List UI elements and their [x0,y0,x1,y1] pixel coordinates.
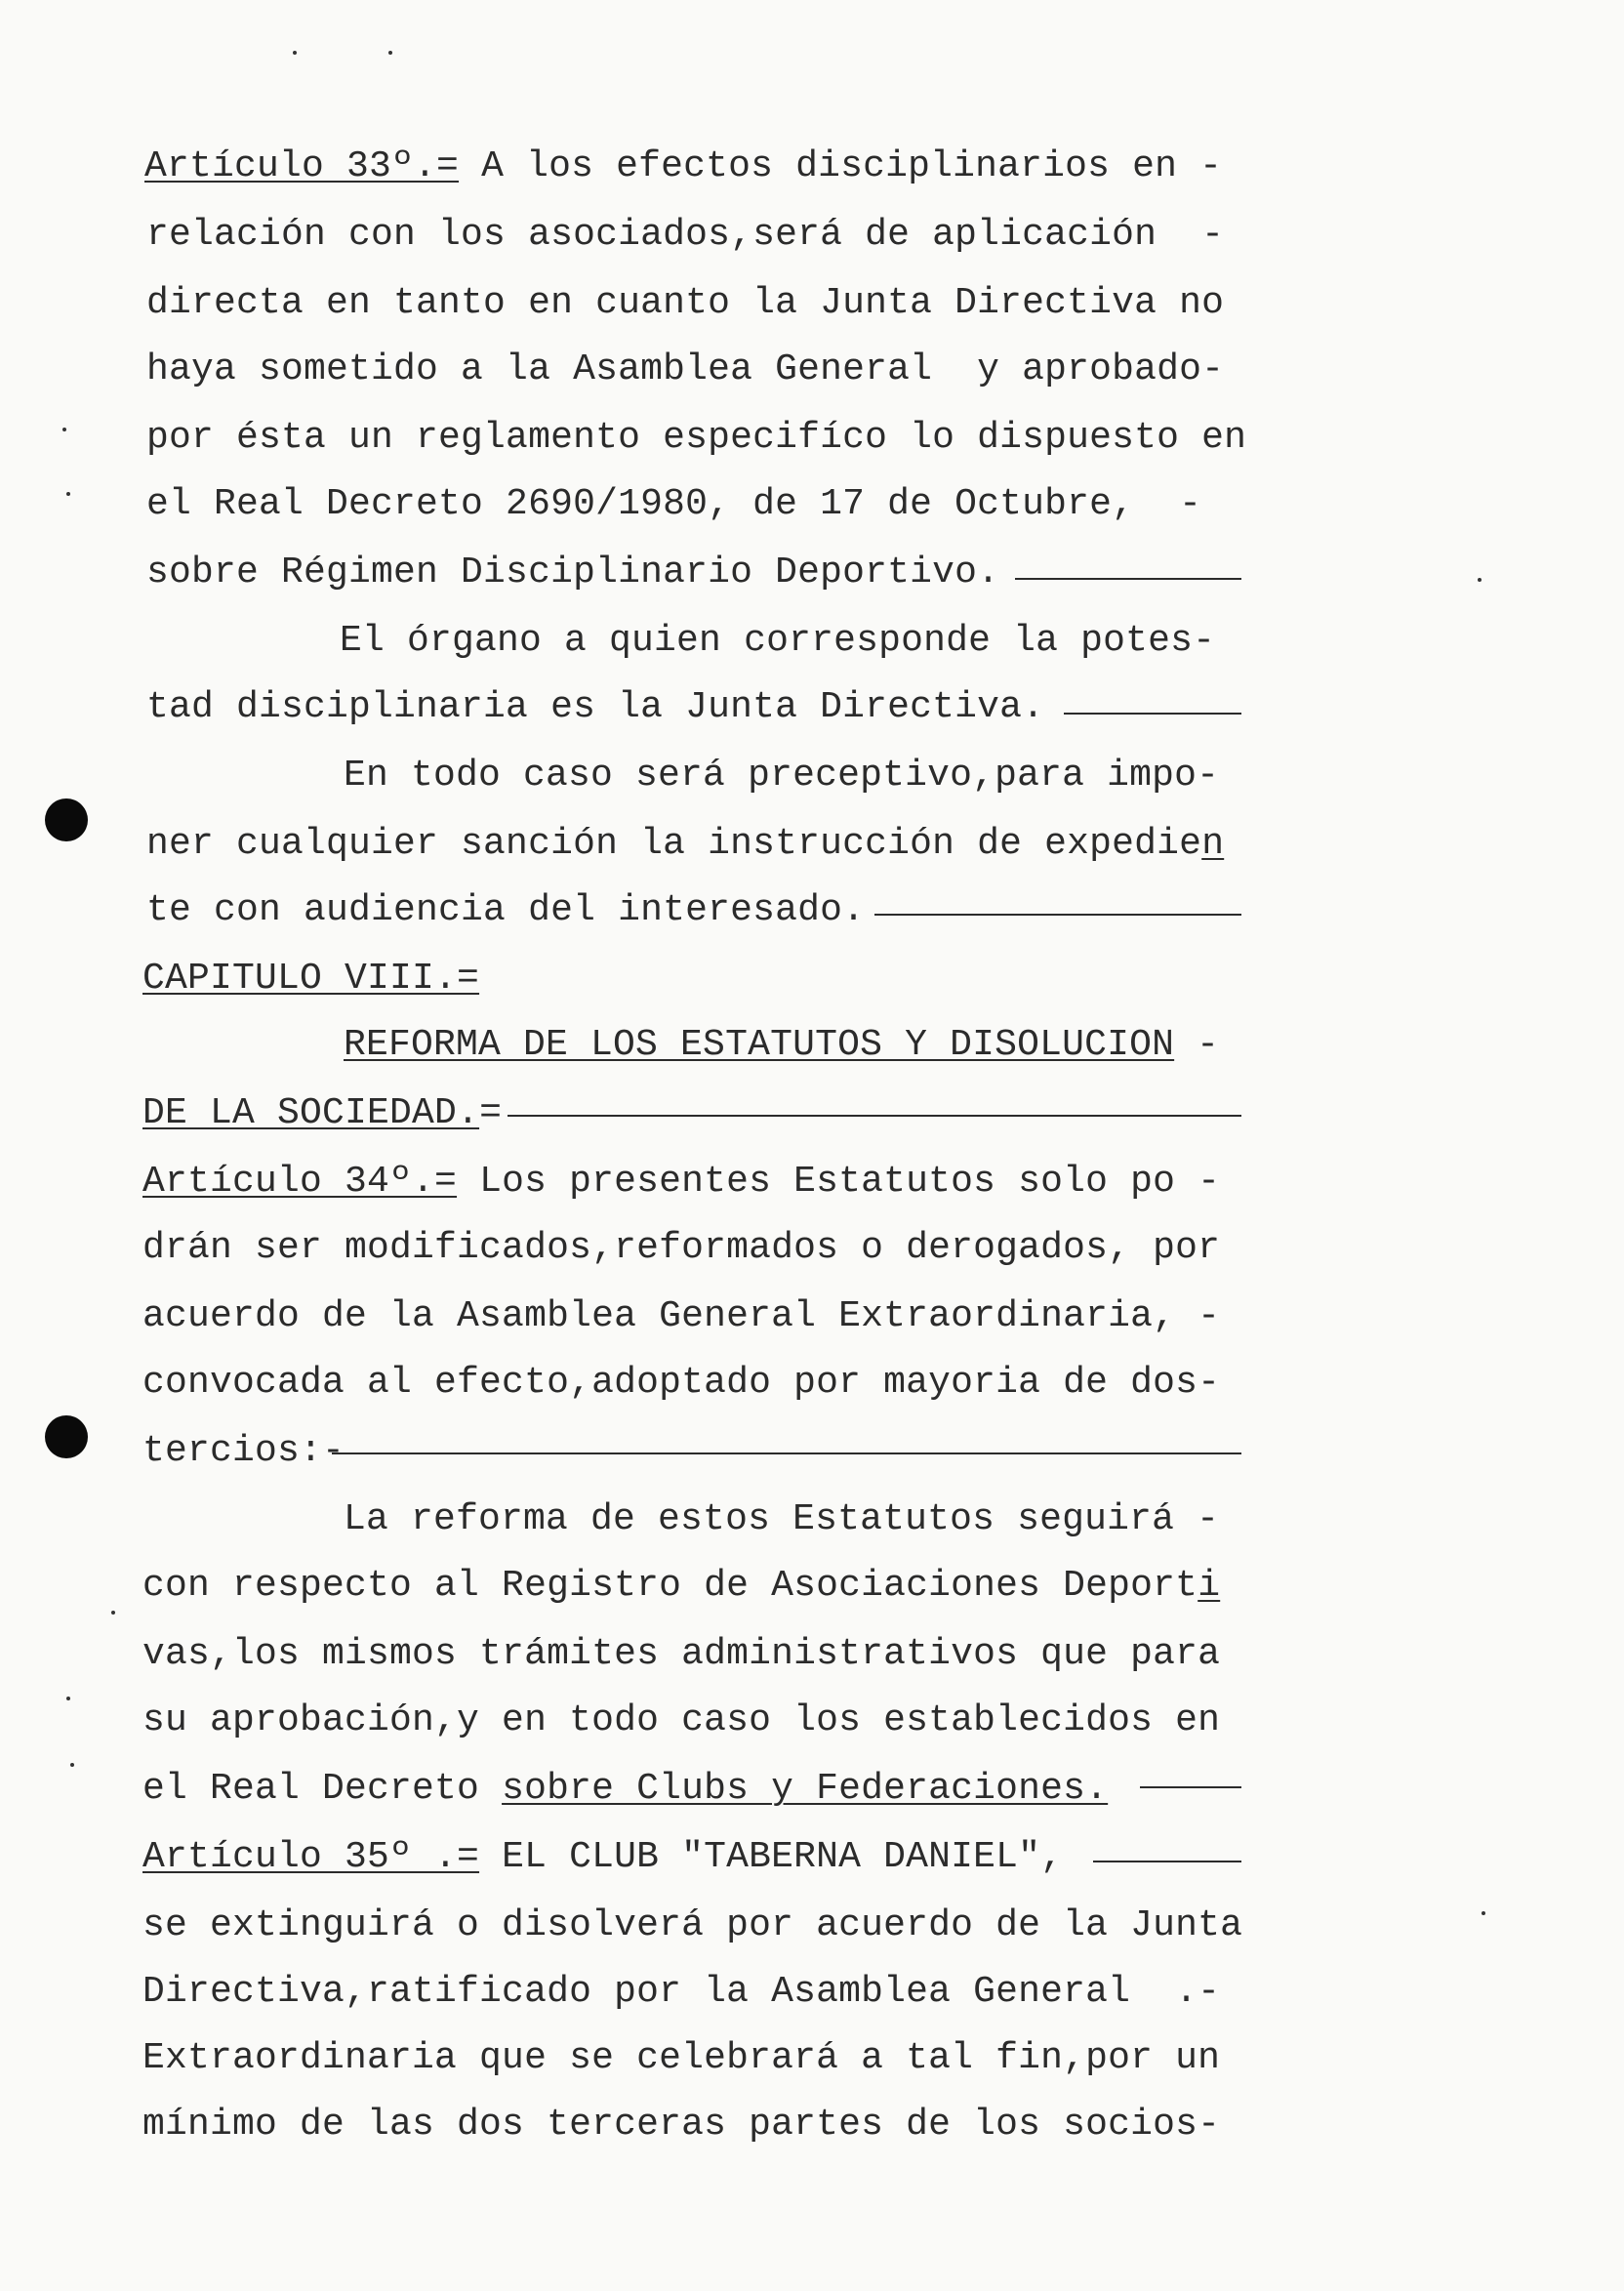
line-text: A los efectos disciplinarios en - [459,145,1223,187]
text-line [142,1429,345,1474]
speck [66,1697,70,1700]
speck [1478,578,1482,582]
text-line [146,482,1201,527]
fill-dash [874,914,1241,916]
speck [62,428,66,431]
line-text: convocada al efecto,adoptado por mayoria de dos- [142,1362,1221,1404]
text-line [144,144,1222,189]
speck [1482,1911,1485,1915]
text-line [142,1564,1220,1609]
line-text: - [1174,1024,1220,1066]
line-text: El órgano a quien corresponde la potes- [340,620,1216,662]
underlined-text: Artículo 35º .= [142,1836,480,1878]
line-text: EL CLUB "TABERNA DANIEL", [479,1836,1064,1878]
text-line [146,281,1224,326]
text-line [146,416,1246,461]
underlined-text: Artículo 34º.= [142,1161,458,1203]
line-text: el Real Decreto 2690/1980, de 17 de Octubre, - [146,483,1202,525]
text-line [142,1767,1108,1812]
text-line [344,1023,1219,1068]
fill-dash [1064,713,1241,715]
fill-dash [1140,1786,1241,1788]
text-line [142,1160,1220,1205]
line-text: haya sometido a la Asamblea General y aprobado- [146,348,1225,390]
text-line [142,2103,1220,2148]
text-line [146,822,1224,867]
text-line [340,619,1215,664]
text-line [142,1632,1220,1677]
line-text: = [479,1092,503,1134]
text-line [142,1903,1242,1948]
fill-dash [332,1452,1241,1454]
text-line [142,1361,1220,1406]
text-line [344,754,1219,798]
line-text: Directiva,ratificado por la Asamblea General .- [142,1971,1221,2013]
line-text: tercios:- [142,1430,345,1472]
line-text: sobre Régimen Disciplinario Deportivo. [146,552,1000,593]
punch-hole-bottom [45,1415,88,1458]
line-text: relación con los asociados,será de aplicación - [146,214,1225,256]
text-line [146,888,865,933]
text-line [146,348,1224,392]
line-text: La reforma de estos Estatutos seguirá - [344,1498,1220,1540]
speck [111,1611,115,1615]
line-text: Extraordinaria que se celebrará a tal fin,por un [142,2037,1221,2079]
text-line [146,685,1044,730]
line-text: mínimo de las dos terceras partes de los socios- [142,2104,1221,2146]
underlined-text: sobre Clubs y Federaciones. [502,1768,1109,1810]
line-text: se extinguirá o disolverá por acuerdo de la Junta [142,1904,1243,1946]
text-line [146,551,999,595]
text-line [142,1226,1220,1271]
line-text: acuerdo de la Asamblea General Extraordinaria, - [142,1295,1221,1337]
line-text: tad disciplinaria es la Junta Directiva. [146,686,1045,728]
line-text: ner cualquier sanción la instrucción de expedie [146,823,1202,865]
underlined-text: CAPITULO VIII.= [142,958,480,1000]
line-text: con respecto al Registro de Asociaciones Deport [142,1565,1198,1607]
underlined-text: i [1198,1565,1221,1607]
line-text: el Real Decreto [142,1768,503,1810]
fill-dash [1015,578,1241,580]
text-line [142,1970,1220,2015]
speck [293,51,297,55]
fill-dash [1093,1861,1241,1862]
underlined-text: n [1201,823,1225,865]
line-text: por ésta un reglamento especifíco lo dispuesto en [146,417,1247,459]
punch-hole-top [45,798,88,841]
text-line [344,1497,1219,1542]
line-text: Los presentes Estatutos solo po - [457,1161,1221,1203]
text-line [142,1091,502,1136]
speck [70,1763,74,1767]
text-line [142,957,479,1002]
text-line [142,1835,1063,1880]
text-line [142,2036,1220,2081]
text-line [142,1698,1220,1743]
underlined-text: DE LA SOCIEDAD. [142,1092,480,1134]
line-text: vas,los mismos trámites administrativos que para [142,1633,1221,1675]
underlined-text: REFORMA DE LOS ESTATUTOS Y DISOLUCION [344,1024,1175,1066]
underlined-text: Artículo 33º.= [144,145,460,187]
fill-dash [508,1115,1241,1117]
line-text: directa en tanto en cuanto la Junta Directiva no [146,282,1225,324]
line-text: drán ser modificados,reformados o derogados, por [142,1227,1221,1269]
text-line [142,1294,1220,1339]
line-text: En todo caso será preceptivo,para impo- [344,755,1220,797]
speck [66,492,70,496]
line-text: su aprobación,y en todo caso los establecidos en [142,1699,1221,1741]
speck [388,51,392,55]
line-text: te con audiencia del interesado. [146,889,866,931]
text-line [146,213,1224,258]
